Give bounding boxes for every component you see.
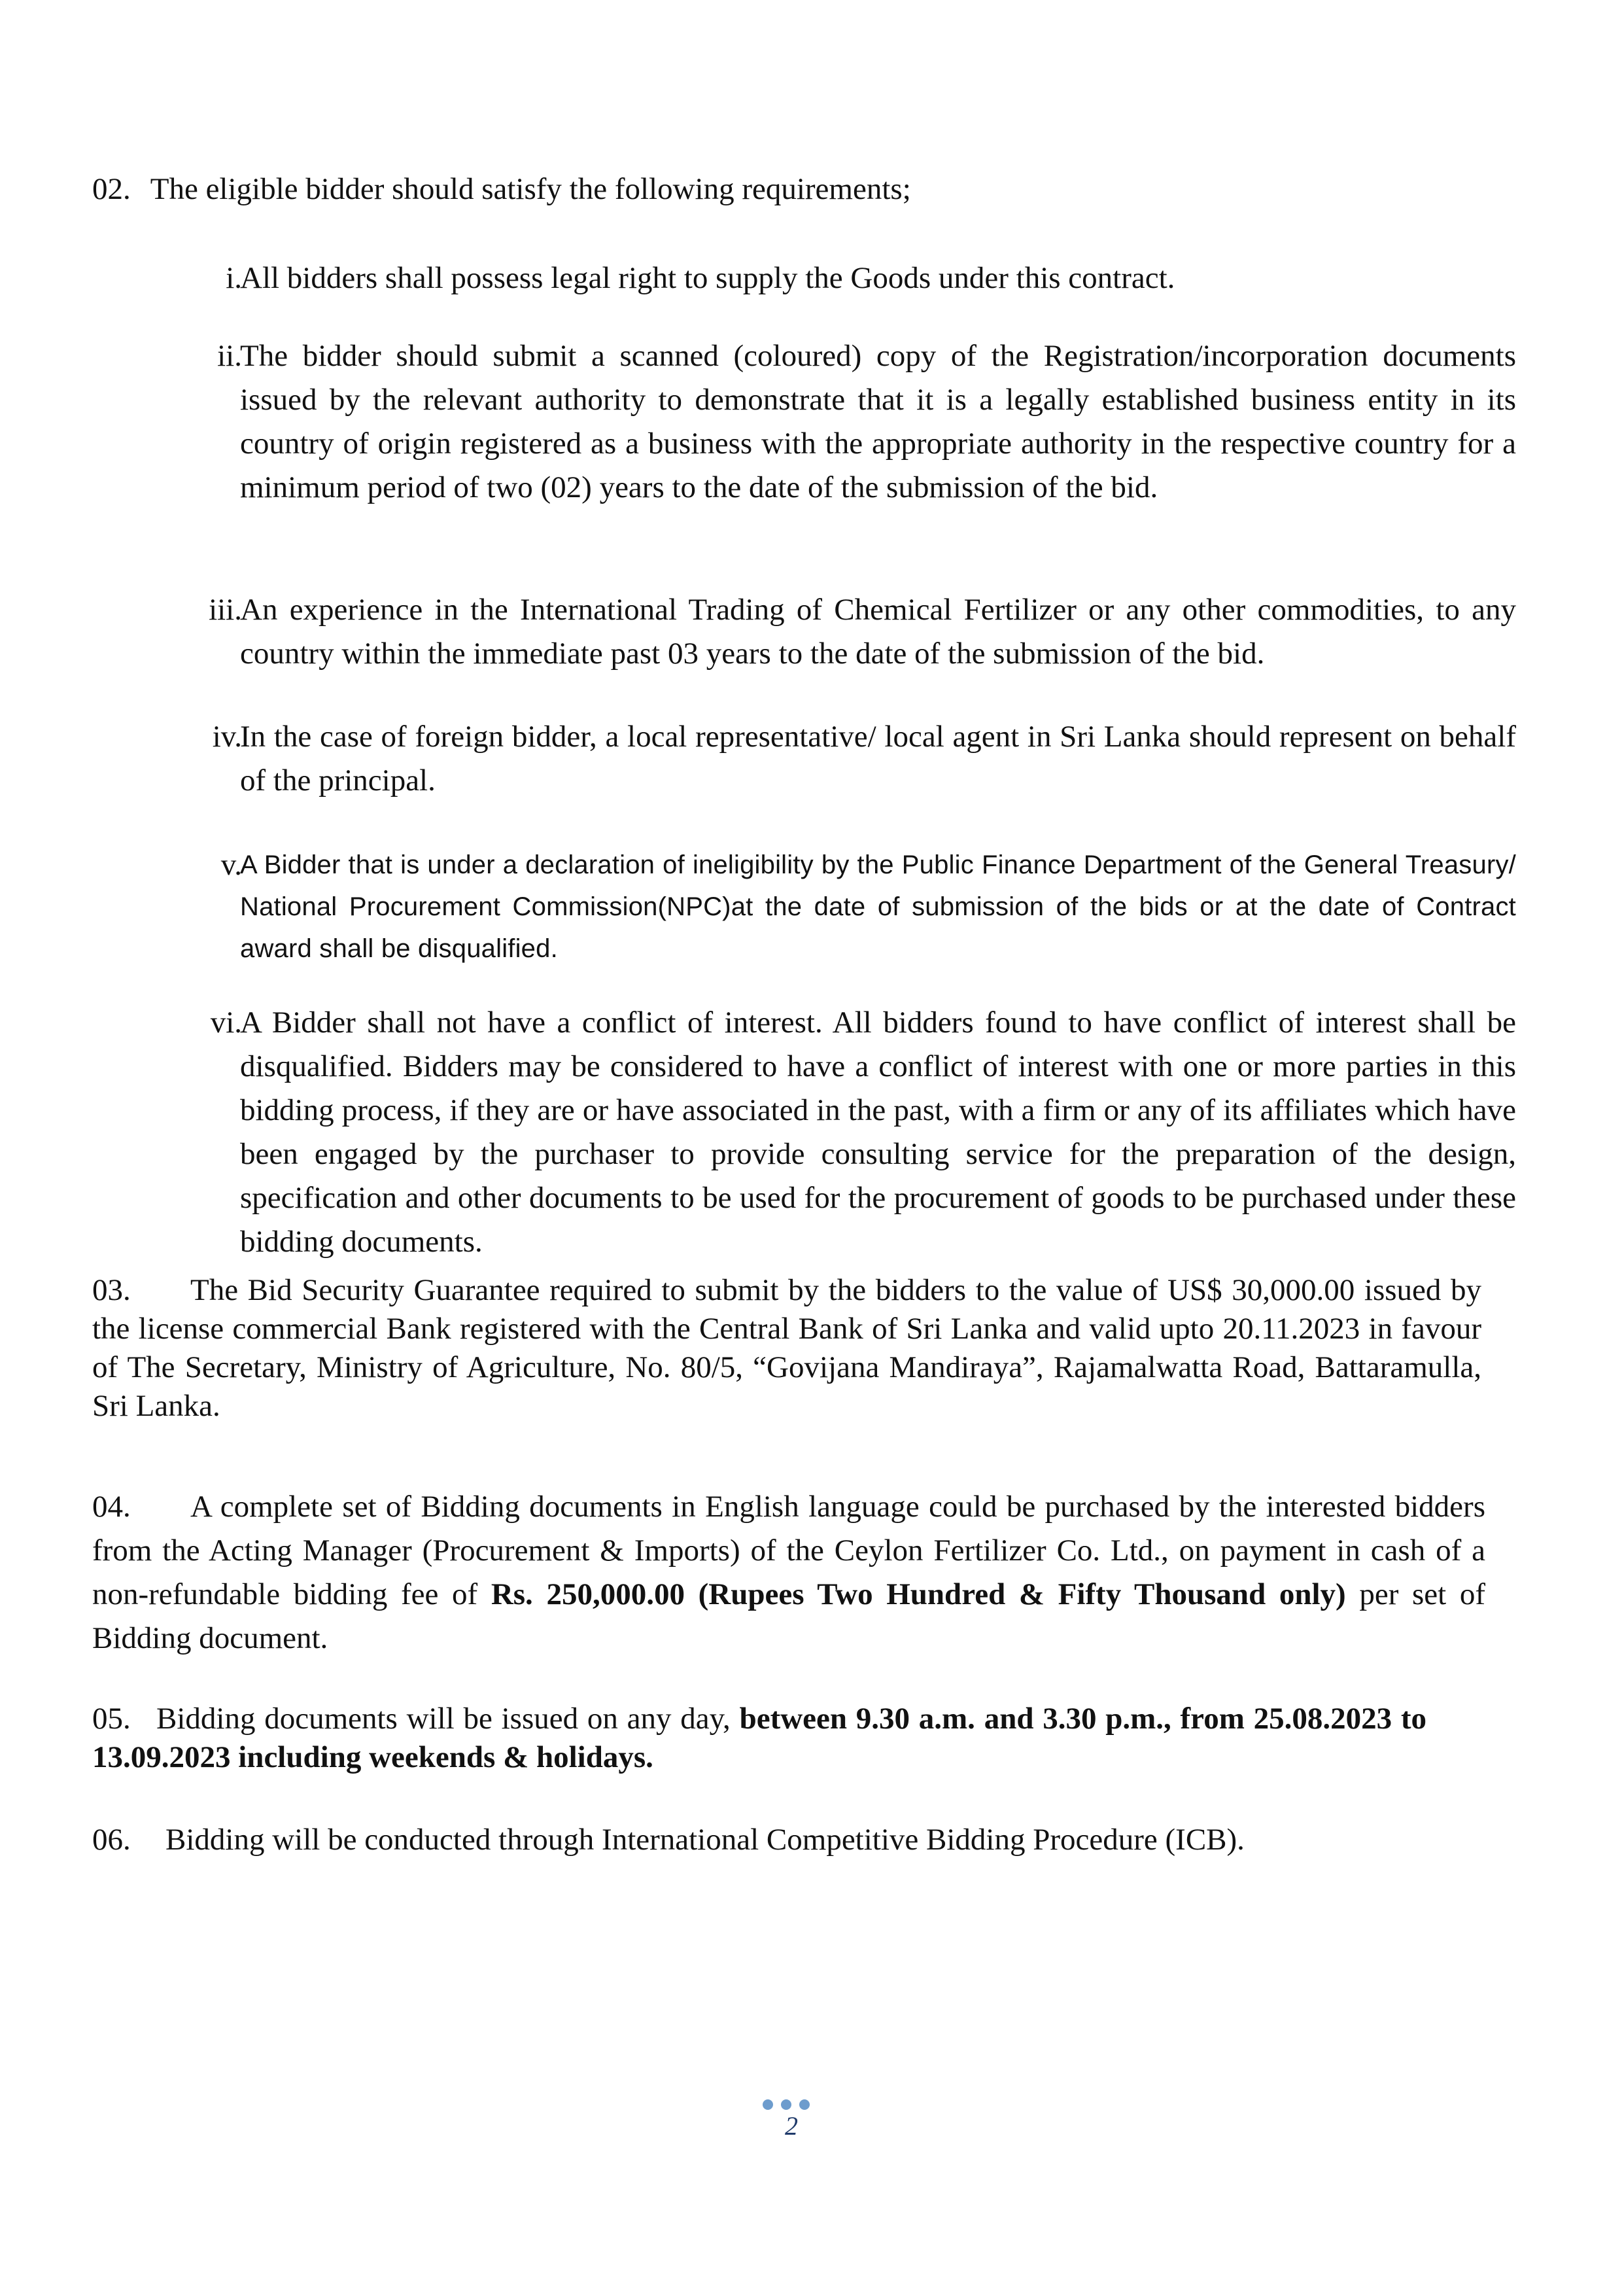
requirement-text: In the case of foreign bidder, a local representative/ local agent in Sri Lanka should represent on behalf of the principal. [240,720,1516,797]
page-ornament-dots [763,2098,815,2111]
section-number: 02. [92,172,131,206]
section-02-heading [92,167,911,211]
section-05-paragraph [92,1700,1426,1777]
requirement-item-iii [190,588,1516,676]
section-06-paragraph [92,1821,1481,1859]
requirement-item-ii [190,334,1516,510]
requirement-marker: v. [220,848,242,882]
requirement-item-vi [190,1001,1516,1264]
requirement-marker: vi. [210,1006,242,1040]
requirement-text: A Bidder shall not have a conflict of interest. All bidders found to have conflict of interest shall be disqualified. Bidders may be considered to have a conflict of interest with one or more parties in this bidding process, if they are or have associated in the past, with a firm or any of its affiliates which have been engaged by the purchaser to provide consulting service for the preparation of the design, specification and other documents to be used for the procurement of goods to be purchased under these bidding documents. [240,1006,1516,1259]
section-text: The Bid Security Guarantee required to submit by the bidders to the value of US$ 30,000.00 issued by the license commercial Bank registered with the Central Bank of Sri Lanka and valid upto 20.11.2023 in favour of The Secretary, Ministry of Agriculture, No. 80/5, “Govijana Mandiraya”, Rajamalwatta Road, Battaramulla, Sri Lanka. [92,1273,1481,1423]
section-number: 04. [92,1490,131,1524]
section-heading-text: The eligible bidder should satisfy the following requirements; [150,172,911,206]
requirement-text: A Bidder that is under a declaration of ineligibility by the Public Finance Department of the General Treasury/ National Procurement Commission(NPC)at the date of submission of the bids or at the date of Contract award shall be disqualified. [240,850,1516,963]
section-number: 06. [92,1823,131,1857]
section-text-end: per set of Bidding document. [92,1577,1486,1655]
section-04-paragraph [92,1485,1485,1660]
requirement-marker: ii. [217,339,242,373]
section-text: Bidding will be conducted through International Competitive Bidding Procedure (ICB). [165,1823,1245,1857]
issue-schedule: between 9.30 a.m. and 3.30 p.m., from 25.08.2023 to 13.09.2023 including weekends & holidays. [92,1702,1427,1774]
requirement-text: An experience in the International Trading of Chemical Fertilizer or any other commodities, to any country within the immediate past 03 years to the date of the submission of the bid. [240,593,1516,671]
requirement-item-i [190,256,1516,300]
requirement-marker: iii. [209,593,242,627]
bidding-fee: Rs. 250,000.00 (Rupees Two Hundred & Fifty Thousand only) [491,1577,1346,1611]
requirement-marker: iv. [212,720,242,754]
section-text: A complete set of Bidding documents in English language could be purchased by the interested bidders from the Acting Manager (Procurement & Imports) of the Ceylon Fertilizer Co. Ltd., on payment in cash of a non-refundable bidding fee of [92,1490,1485,1611]
ornament-dot [799,2099,810,2110]
requirement-text: All bidders shall possess legal right to supply the Goods under this contract. [240,261,1175,295]
requirement-marker: i. [226,261,242,295]
ornament-dot [781,2099,791,2110]
section-number: 05. [92,1702,131,1736]
section-text: Bidding documents will be issued on any day, [156,1702,731,1736]
requirement-item-v [190,844,1516,970]
ornament-dot [763,2099,773,2110]
requirement-item-iv [190,715,1516,803]
page-number: 2 [785,2111,798,2141]
requirement-text: The bidder should submit a scanned (coloured) copy of the Registration/incorporation documents issued by the relevant authority to demonstrate that it is a legally established business entity in its country of origin registered as a business with the appropriate authority in the respective country for a minimum period of two (02) years to the date of the submission of the bid. [240,339,1516,504]
section-number: 03. [92,1273,131,1307]
section-03-paragraph [92,1271,1481,1426]
